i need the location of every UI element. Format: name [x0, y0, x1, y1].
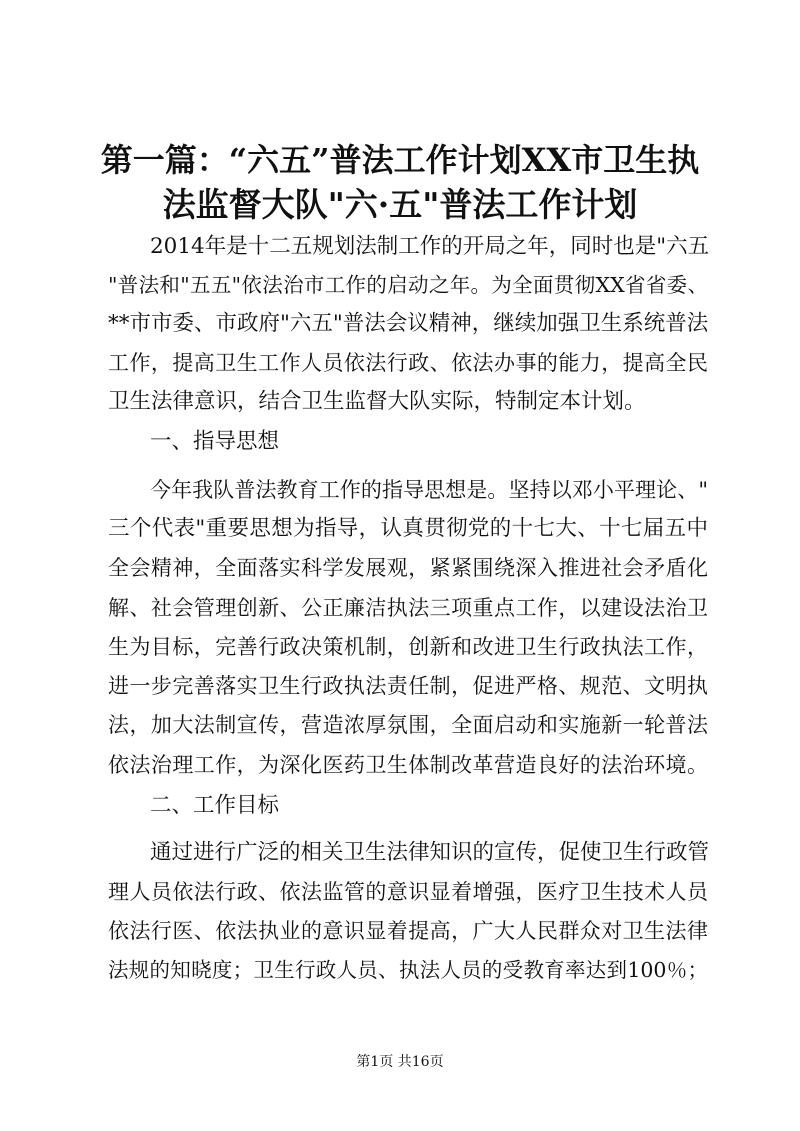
- paragraph-3-line-3: 依法行医、依法执业的意识显着提高，广大人民群众对卫生法律: [108, 919, 708, 943]
- paragraph-2-line-1: 今年我队普法教育工作的指导思想是。坚持以邓小平理论、": [150, 478, 708, 502]
- section-heading-2: 二、工作目标: [150, 793, 280, 818]
- document-title-line-1: 第一篇：“六五”普法工作计划XX市卫生执: [100, 141, 700, 179]
- paragraph-2-line-8: 依法治理工作，为深化医药卫生体制改革营造良好的法治环境。: [108, 753, 708, 777]
- page-number-footer: 第1页 共16页: [356, 1054, 444, 1070]
- paragraph-1-line-1: 2014年是十二五规划法制工作的开局之年，同时也是"六五: [150, 234, 710, 259]
- section-heading-1: 一、指导思想: [150, 429, 280, 454]
- paragraph-1-line-2: "普法和"五五"依法治市工作的启动之年。为全面贯彻XX省省委、: [108, 273, 708, 297]
- paragraph-1-line-4: 工作，提高卫生工作人员依法行政、依法办事的能力，提高全民: [108, 351, 708, 375]
- paragraph-2-line-4: 解、社会管理创新、公正廉洁执法三项重点工作，以建设法治卫: [108, 596, 708, 620]
- paragraph-2-line-7: 法，加大法制宣传，营造浓厚氛围，全面启动和实施新一轮普法: [108, 713, 708, 737]
- paragraph-1-line-5: 卫生法律意识，结合卫生监督大队实际，特制定本计划。: [108, 389, 646, 414]
- paragraph-3-line-2: 理人员依法行政、依法监管的意识显着增强，医疗卫生技术人员: [108, 880, 708, 904]
- paragraph-1-line-3: **市市委、市政府"六五"普法会议精神，继续加强卫生系统普法: [108, 311, 709, 336]
- paragraph-3-line-4: 法规的知晓度；卫生行政人员、执法人员的受教育率达到100％；: [108, 958, 708, 982]
- document-title-line-2: 法监督大队"六·五"普法工作计划: [162, 185, 638, 224]
- paragraph-2-line-3: 全会精神，全面落实科学发展观，紧紧围绕深入推进社会矛盾化: [108, 556, 708, 580]
- paragraph-3-line-1: 通过进行广泛的相关卫生法律知识的宣传，促使卫生行政管: [150, 840, 710, 865]
- paragraph-2-line-2: 三个代表"重要思想为指导，认真贯彻党的十七大、十七届五中: [108, 516, 708, 541]
- paragraph-2-line-6: 进一步完善落实卫生行政执法责任制，促进严格、规范、文明执: [108, 674, 708, 698]
- paragraph-2-line-5: 生为目标，完善行政决策机制，创新和改进卫生行政执法工作，: [108, 635, 708, 659]
